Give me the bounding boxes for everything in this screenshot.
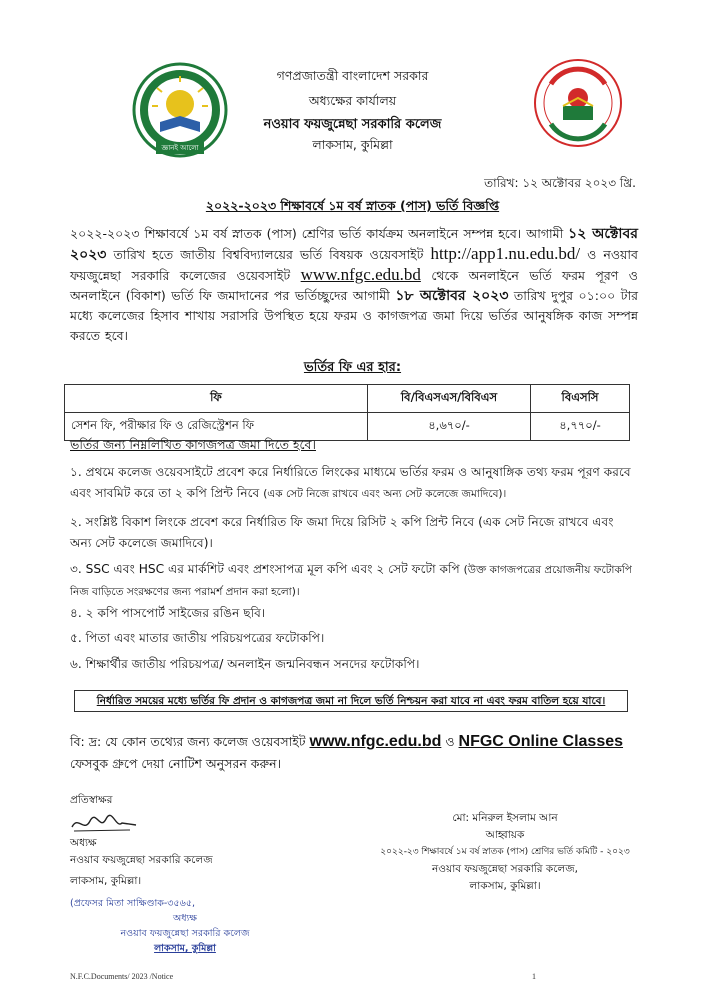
body-part-2: তারিখ হতে জাতীয় বিশ্ববিদ্যালয়ের ভর্তি বিষয়ক ওয়েবসাইট bbox=[113, 247, 424, 262]
convener-place: লাকসাম, কুমিল্লা। bbox=[469, 880, 541, 892]
college-location: লাকসাম, কুমিল্লা bbox=[312, 137, 393, 152]
notice-date: তারিখ: ১২ অক্টোবর ২০২৩ খ্রি. bbox=[484, 176, 636, 190]
fee-heading: ভর্তির ফি এর হার: bbox=[303, 360, 402, 375]
warning-note: নির্ধারিত সময়ের মধ্যে ভর্তির ফি প্রদান ও কাগজপত্র জমা না দিলে ভর্তি নিশ্চয়ন করা যাবে না এবং ফরম বাতিল হয়ে যাবে। bbox=[74, 690, 628, 712]
document-path: N.F.C.Documents/ 2023 /Notice bbox=[70, 972, 174, 981]
fee-row-bsc: ৪,৭৭০/- bbox=[531, 413, 630, 441]
nb-prefix: বি: দ্র: যে কোন তথ্যের জন্য কলেজ ওয়েবসাইট bbox=[70, 734, 306, 749]
convener-name: মো: মনিরুল ইসলাম আন bbox=[452, 812, 558, 824]
countersign-heading: প্রতিস্বাক্ষর bbox=[70, 794, 113, 806]
notice-title: ২০২২-২০২৩ শিক্ষাবর্ষে ১ম বর্ষ স্নাতক (পাস) ভর্তি বিজ্ঞপ্তি bbox=[205, 198, 500, 213]
convener-role: আহ্বায়ক bbox=[485, 829, 525, 841]
fee-table bbox=[64, 384, 630, 441]
seal-line: (প্রফেসর মিতা সাক্ষিণ্ডাক-৩৫৬৫, bbox=[70, 898, 196, 909]
nu-website-link[interactable]: http://app1.nu.edu.bd/ bbox=[430, 244, 581, 263]
deadline-date: ১৮ অক্টোবর ২০২৩ bbox=[395, 288, 509, 304]
principal-place: লাকসাম, কুমিল্লা। bbox=[70, 875, 142, 887]
nb-and: ও bbox=[445, 734, 455, 749]
fee-row-ba: ৪,৬৭০/- bbox=[368, 413, 531, 441]
doc-item-text: ৩. SSC এবং HSC এর মার্কশিট এবং প্রশংসাপত্র মূল কপি এবং ২ সেট ফটো কপি bbox=[70, 562, 460, 576]
list-item bbox=[70, 559, 636, 603]
convener-block bbox=[370, 810, 640, 895]
body-part-1: ২০২২-২০২৩ শিক্ষাবর্ষে ১ম বর্ষ স্নাতক (পাস) শ্রেণির ভর্তি কার্যক্রম অনলাইনে সম্পন্ন হবে। আগামী bbox=[70, 226, 564, 241]
notice-body bbox=[70, 224, 638, 346]
principal-org: নওয়াব ফয়জুন্নেছা সরকারি কলেজ bbox=[70, 854, 213, 866]
docs-heading: ভর্তির জন্য নিম্নলিখিত কাগজপত্র জমা দিতে হবে। bbox=[70, 437, 316, 452]
body-part-5: তারিখ দুপুর ০১:০০ টার মধ্যে কলেজের হিসাব শাখায় সরাসরি উপস্থিত হয়ে ফরম ও কাগজপত্র জমা দিয়ে ভর্তির আনুষঙ্গিক কাজ সম্পন্ন করতে হবে। bbox=[70, 288, 638, 343]
convener-org: নওয়াব ফয়জুন্নেছা সরকারি কলেজ, bbox=[432, 863, 578, 875]
seal-line: নওয়াব ফয়জুন্নেছা সরকারি কলেজ bbox=[120, 928, 250, 939]
list-item bbox=[70, 603, 636, 624]
govt-name: গণপ্রজাতন্ত্রী বাংলাদেশ সরকার bbox=[276, 68, 429, 83]
seal-line: অধ্যক্ষ bbox=[172, 913, 197, 924]
doc-item-text: ৫. পিতা এবং মাতার জাতীয় পরিচয়পত্রের ফটোকপি। bbox=[70, 631, 325, 645]
doc-item-text: ১. প্রথমে কলেজ ওয়েবসাইটে প্রবেশ করে নির্ধারিতে লিংকের মাধ্যমে ভর্তির ফরম ও আনুষাঙ্গিক তথ্য ফরম পূরণ করবে এবং সাবমিট করে তা ২ কপি প্রিন্ট নিবে bbox=[70, 465, 631, 500]
doc-item-text: ৬. শিক্ষার্থীর জাতীয় পরিচয়পত্র/ অনলাইন জন্মনিবন্ধন সনদের ফটোকপি। bbox=[70, 657, 420, 671]
fee-table-header bbox=[65, 385, 630, 413]
doc-item-text: ২. সংশ্লিষ্ট বিকাশ লিংকে প্রবেশ করে নির্ধারিত ফি জমা দিয়ে রিসিট ২ কপি প্রিন্ট নিবে (এক সেট নিজে রাখবে এবং অন্য সেট কলেজে জমাদিবে)। bbox=[70, 515, 614, 550]
nb-website-link[interactable]: www.nfgc.edu.bd bbox=[309, 733, 442, 750]
fee-header-fee: ফি bbox=[65, 385, 368, 413]
list-item bbox=[70, 462, 636, 505]
office-name: অধ্যক্ষের কার্যালয় bbox=[308, 93, 397, 108]
list-item bbox=[70, 512, 636, 554]
page-number: 1 bbox=[532, 972, 536, 981]
body-part-4: থেকে অনলাইনে ভর্তি ফরম পূরণ ও অনলাইনে (বিকাশ) ভর্তি ফি জমাদানের পর ভর্তিচ্ছুদের আগামী bbox=[70, 268, 638, 303]
fee-header-ba: বি/বিএসএস/বিবিএস bbox=[368, 385, 531, 413]
doc-item-note: (উক্ত কাগজপত্রের প্রয়োজনীয় ফটোকপি নিজ বাড়িতে সংরক্ষণের জন্য পরামর্শ প্রদান করা হলো)। bbox=[70, 564, 632, 598]
nb-suffix: ফেসবুক গ্রুপে দেয়া নোটিশ অনুসরন করুন। bbox=[70, 756, 282, 771]
list-item bbox=[70, 654, 636, 675]
nb-note bbox=[70, 731, 640, 775]
logo-motto: জ্ঞানই আলো bbox=[161, 144, 199, 152]
doc-item-note: (এক সেট নিজে রাখবে এবং অন্য সেট কলেজে জমাদিবে)। bbox=[263, 488, 507, 500]
seal-line: লাকসাম, কুমিল্লা bbox=[154, 943, 216, 954]
fee-header-bsc: বিএসসি bbox=[531, 385, 630, 413]
fee-row-label: সেশন ফি, পরীক্ষার ফি ও রেজিস্ট্রেশন ফি bbox=[65, 413, 368, 441]
principal-signature bbox=[70, 813, 290, 835]
doc-item-text: ৪. ২ কপি পাসপোর্ট সাইজের রঙিন ছবি। bbox=[70, 606, 266, 620]
college-name: নওয়াব ফয়জুন্নেছা সরকারি কলেজ bbox=[263, 117, 442, 132]
convener-committee: ২০২২-২৩ শিক্ষাবর্ষে ১ম বর্ষ স্নাতক (পাস) শ্রেণির ভর্তি কমিটি - ২০২৩ bbox=[380, 847, 630, 857]
start-date: ১২ অক্টোবর ২০২৩ bbox=[70, 226, 638, 263]
list-item bbox=[70, 628, 636, 649]
principal-title: অধ্যক্ষ bbox=[70, 837, 97, 849]
college-website-link[interactable]: www.nfgc.edu.bd bbox=[300, 265, 421, 284]
countersign-block bbox=[70, 792, 290, 890]
body-part-3: ও নওয়াব ফয়জুন্নেছা সরকারি কলেজের ওয়েবসাইট bbox=[70, 247, 638, 283]
nb-facebook-group-link[interactable]: NFGC Online Classes bbox=[458, 733, 624, 750]
principal-seal bbox=[70, 896, 300, 956]
